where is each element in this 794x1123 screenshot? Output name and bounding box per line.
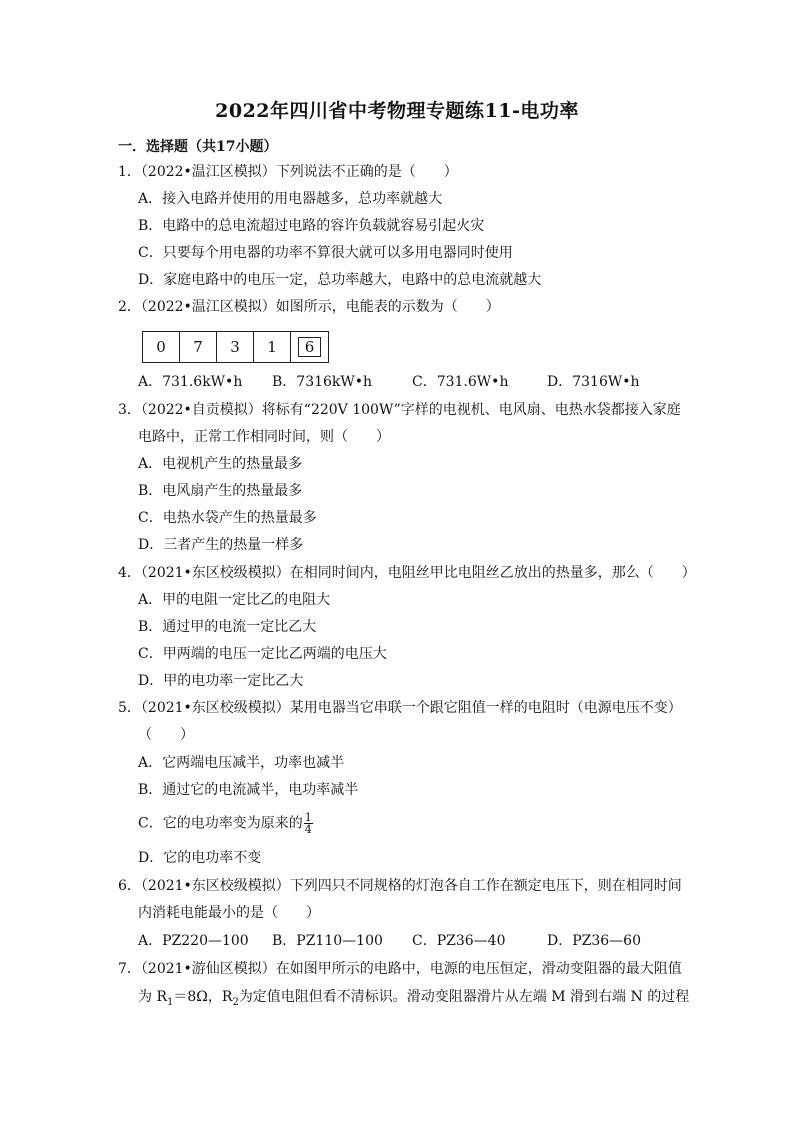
question-3-option-d: D．三者产生的热量一样多 xyxy=(138,537,304,553)
question-7-stem-line1: 7．（2021•游仙区模拟）在如图甲所示的电路中，电源的电压恒定，滑动变阻器的最大阻值 xyxy=(118,961,682,977)
question-1-option-a: A．接入电路并使用的用电器越多，总功率就越大 xyxy=(138,191,443,207)
subscript: 1 xyxy=(167,996,174,1008)
question-3-stem-line1: 3．（2022•自贡模拟）将标有“220V 100W”字样的电视机、电风扇、电热水袋都接入家庭 xyxy=(118,402,681,418)
question-5-option-c-text: C．它的电功率变为原来的 xyxy=(138,815,303,832)
question-5-option-c xyxy=(138,812,313,835)
page-title: 2022年四川省中考物理专题练11-电功率 xyxy=(215,100,579,122)
question-2-option-b: B．7316kW•h xyxy=(272,374,373,390)
meter-digit: 1 xyxy=(254,332,291,362)
question-6-stem-line2: 内消耗电能最小的是（ ） xyxy=(138,905,320,921)
question-6-option-b: B．PZ110—100 xyxy=(272,933,383,949)
meter-digit: 0 xyxy=(143,332,180,362)
question-1-option-d: D．家庭电路中的电压一定，总功率越大，电路中的总电流就越大 xyxy=(138,272,542,288)
meter-digit: 3 xyxy=(217,332,254,362)
subscript: 2 xyxy=(232,996,239,1008)
meter-digit: 7 xyxy=(180,332,217,362)
question-1-option-c: C．只要每个用电器的功率不算很大就可以多用电器同时使用 xyxy=(138,245,513,261)
question-2-option-d: D．7316W•h xyxy=(547,374,640,390)
question-7-stem-line2 xyxy=(138,988,689,1012)
question-6-option-d: D．PZ36—60 xyxy=(547,933,642,949)
text-run: 为 R xyxy=(138,989,167,1005)
energy-meter-display xyxy=(142,331,329,363)
question-6-option-c: C．PZ36—40 xyxy=(412,933,506,949)
question-3-option-a: A．电视机产生的热量最多 xyxy=(138,456,303,472)
question-3-stem-line2: 电路中，正常工作相同时间，则（ ） xyxy=(138,429,390,445)
meter-decimal-digit: 6 xyxy=(291,332,328,362)
fraction-numerator: 1 xyxy=(304,811,312,824)
question-1-option-b: B．电路中的总电流超过电路的容许负载就容易引起火灾 xyxy=(138,218,485,234)
question-1-stem: 1．（2022•温江区模拟）下列说法不正确的是（ ） xyxy=(118,164,458,180)
question-6-option-a: A．PZ220—100 xyxy=(138,933,249,949)
question-4-option-c: C．甲两端的电压一定比乙两端的电压大 xyxy=(138,646,387,662)
question-4-option-b: B．通过甲的电流一定比乙大 xyxy=(138,619,317,635)
question-2-option-c: C．731.6W•h xyxy=(412,374,509,390)
question-2-options xyxy=(138,373,698,391)
question-4-option-a: A．甲的电阻一定比乙的电阻大 xyxy=(138,592,331,608)
question-4-stem: 4．（2021•东区校级模拟）在相同时间内，电阻丝甲比电阻丝乙放出的热量多，那么（ ） xyxy=(118,565,696,581)
question-2-option-a: A．731.6kW•h xyxy=(138,374,243,390)
question-5-option-a: A．它两端电压减半，功率也减半 xyxy=(138,755,345,771)
question-4-option-d: D．甲的电功率一定比乙大 xyxy=(138,673,304,689)
question-3-option-c: C．电热水袋产生的热量最多 xyxy=(138,510,317,526)
question-5-option-b: B．通过它的电流减半，电功率减半 xyxy=(138,782,359,798)
text-run: 为定值电阻但看不清标识。滑动变阻器滑片从左端 M 滑到右端 N 的过程 xyxy=(238,989,690,1005)
question-3-option-b: B．电风扇产生的热量最多 xyxy=(138,483,303,499)
fraction xyxy=(304,812,313,835)
question-6-stem-line1: 6．（2021•东区校级模拟）下列四只不同规格的灯泡各自工作在额定电压下，则在相同时间 xyxy=(118,878,682,894)
question-5-stem-line2: （ ） xyxy=(138,727,194,743)
fraction-denominator: 4 xyxy=(304,823,312,836)
question-5-stem-line1: 5．（2021•东区校级模拟）某用电器当它串联一个跟它阻值一样的电阻时（电源电压不变） xyxy=(118,700,682,716)
text-run: ＝8Ω，R xyxy=(173,989,233,1005)
question-6-options xyxy=(138,932,698,950)
section-heading: 一．选择题（共17小题） xyxy=(118,139,278,155)
question-5-option-d: D．它的电功率不变 xyxy=(138,850,262,866)
question-2-stem: 2．（2022•温江区模拟）如图所示，电能表的示数为（ ） xyxy=(118,299,500,315)
